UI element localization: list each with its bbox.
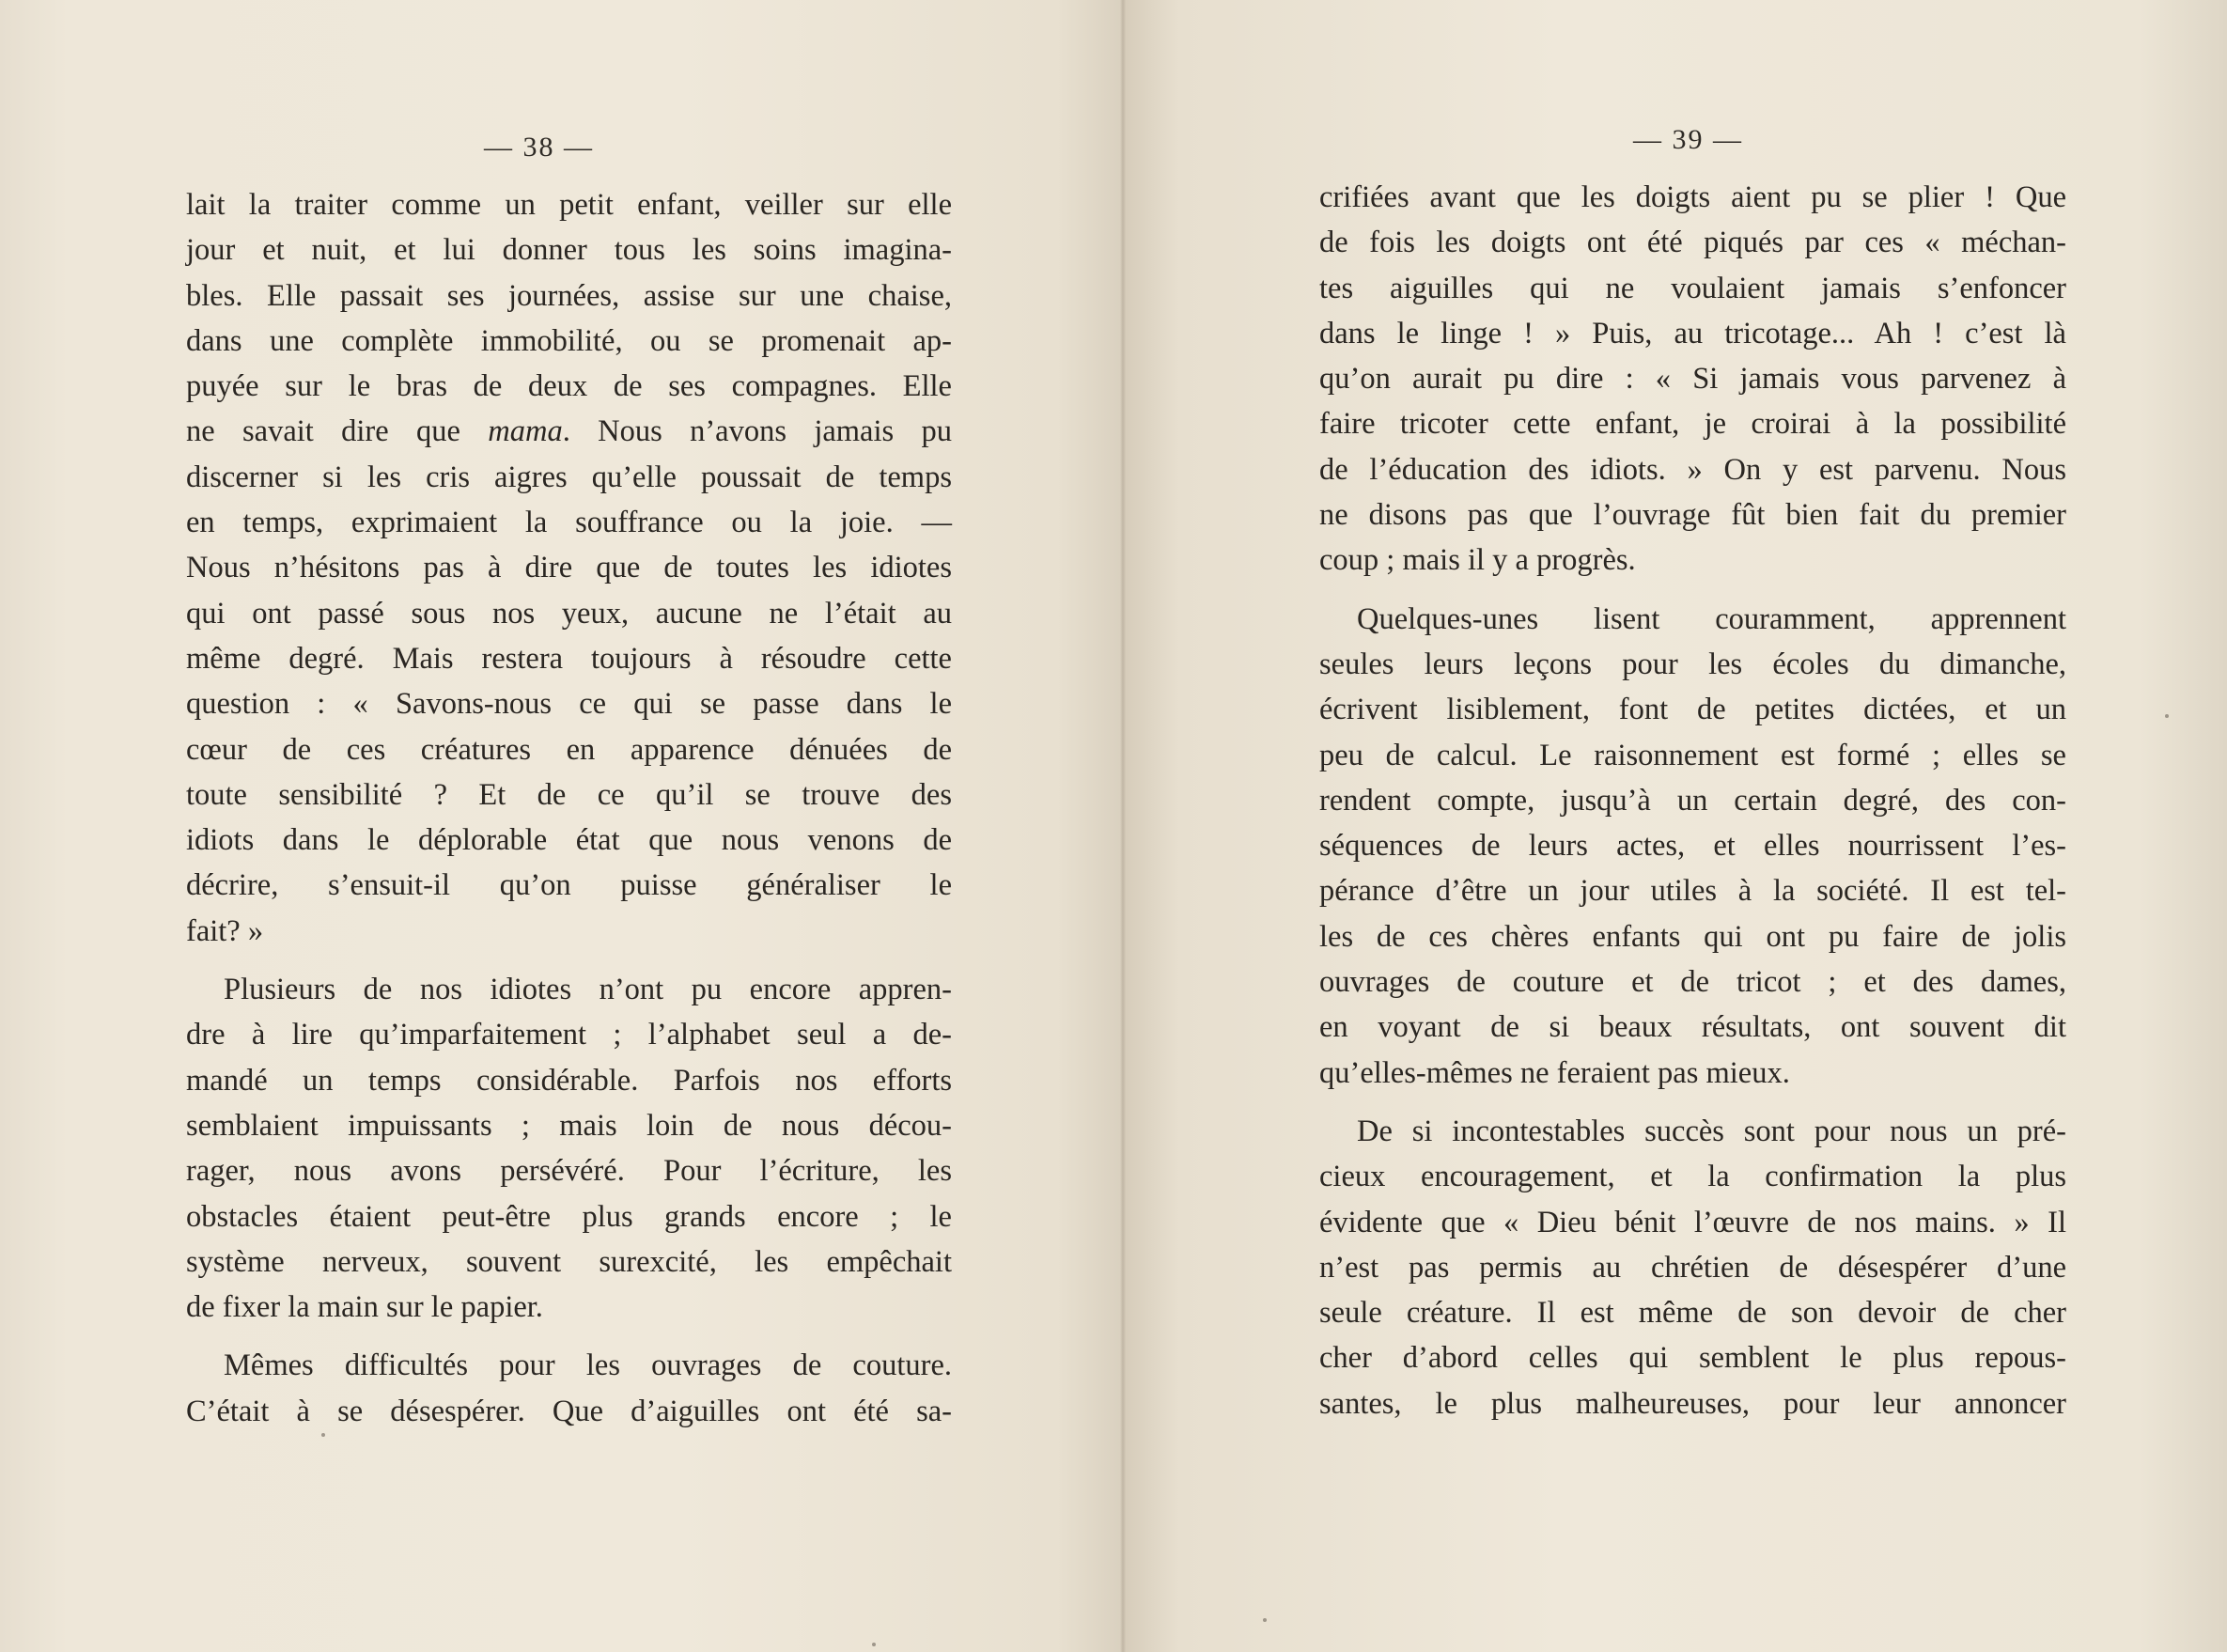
text-line: décrire, s’ensuit-il qu’on puisse généraliser le: [186, 868, 952, 903]
paper-speck: [1263, 1618, 1267, 1622]
text-line: qu’elles-mêmes ne feraient pas mieux.: [1319, 1055, 1790, 1090]
text-line: n’est pas permis au chrétien de désespérer d’une: [1319, 1250, 2066, 1285]
paragraph: [1319, 597, 2066, 1096]
text-line: écrivent lisiblement, font de petites dictées, et un: [1319, 693, 2066, 727]
text-line: Quelques-unes lisent couramment, apprennent: [1357, 601, 2066, 636]
text-line: obstacles étaient peut-être plus grands encore ; le: [186, 1199, 952, 1234]
text-line: qui ont passé sous nos yeux, aucune ne l’était au: [186, 596, 952, 631]
paragraph: [1319, 1109, 2066, 1426]
text-line: pérance d’être un jour utiles à la société. Il est tel-: [1319, 874, 2066, 909]
text-line: lait la traiter comme un petit enfant, veiller sur elle: [186, 188, 952, 222]
paragraph-gap: [1319, 1096, 2066, 1109]
text-line: Mêmes difficultés pour les ouvrages de couture.: [224, 1348, 952, 1383]
left-page-text: [186, 182, 952, 1434]
text-line: semblaient impuissants ; mais loin de nous décou-: [186, 1108, 952, 1143]
paragraph: [186, 967, 952, 1330]
text-line: qu’on aurait pu dire : « Si jamais vous parvenez à: [1319, 362, 2066, 397]
text-line: Plusieurs de nos idiotes n’ont pu encore appren-: [224, 973, 952, 1007]
text-line: faire tricoter cette enfant, je croirai à la possibilité: [1319, 407, 2066, 442]
right-page-text: [1319, 175, 2066, 1426]
text-line: ne savait dire que mama. Nous n’avons jamais pu: [186, 414, 952, 449]
text-line: tes aiguilles qui ne voulaient jamais s’enfoncer: [1319, 271, 2066, 305]
text-line: évidente que « Dieu bénit l’œuvre de nos mains. » Il: [1319, 1205, 2066, 1239]
right-page: [1124, 0, 2227, 1652]
text-line: rendent compte, jusqu’à un certain degré, des con-: [1319, 783, 2066, 818]
text-line: fait? »: [186, 913, 264, 948]
text-line: cher d’abord celles qui semblent le plus repous-: [1319, 1341, 2066, 1376]
text-line: dre à lire qu’imparfaitement ; l’alphabet seul a de-: [186, 1018, 952, 1052]
page-number-right: — 39 —: [1633, 124, 1743, 155]
text-line: de l’éducation des idiots. » On y est parvenu. Nous: [1319, 452, 2066, 487]
paper-speck: [872, 1643, 876, 1646]
text-line: même degré. Mais restera toujours à résoudre cette: [186, 641, 952, 676]
paragraph: [186, 182, 952, 954]
text-line: de fois les doigts ont été piqués par ces « méchan-: [1319, 226, 2066, 260]
text-line: séquences de leurs actes, et elles nourrissent l’es-: [1319, 829, 2066, 864]
text-line: idiots dans le déplorable état que nous venons de: [186, 823, 952, 858]
text-line: bles. Elle passait ses journées, assise sur une chaise,: [186, 278, 952, 313]
text-line: rager, nous avons persévéré. Pour l’écriture, les: [186, 1154, 952, 1189]
text-line: en voyant de si beaux résultats, ont souvent dit: [1319, 1010, 2066, 1045]
text-line: De si incontestables succès sont pour nous un pré-: [1357, 1114, 2066, 1148]
text-line: puyée sur le bras de deux de ses compagnes. Elle: [186, 369, 952, 404]
text-line: les de ces chères enfants qui ont pu faire de jolis: [1319, 919, 2066, 954]
page-number-left: — 38 —: [484, 132, 594, 163]
paragraph-gap: [186, 1330, 952, 1343]
text-line: santes, le plus malheureuses, pour leur annoncer: [1319, 1386, 2066, 1421]
text-line: cœur de ces créatures en apparence dénuées de: [186, 732, 952, 767]
text-line: discerner si les cris aigres qu’elle poussait de temps: [186, 460, 952, 494]
text-line: cieux encouragement, et la confirmation la plus: [1319, 1160, 2066, 1194]
paragraph-gap: [186, 954, 952, 967]
text-line: système nerveux, souvent surexcité, les empêchait: [186, 1244, 952, 1279]
book-gutter: [1120, 0, 1126, 1652]
italic-word: mama: [488, 414, 563, 449]
text-line: dans le linge ! » Puis, au tricotage... Ah ! c’est là: [1319, 316, 2066, 351]
text-line: de fixer la main sur le papier.: [186, 1290, 543, 1325]
text-line: jour et nuit, et lui donner tous les soins imagina-: [186, 233, 952, 268]
text-line: C’était à se désespérer. Que d’aiguilles ont été sa-: [186, 1394, 952, 1428]
text-line: en temps, exprimaient la souffrance ou la joie. —: [186, 506, 952, 540]
text-line: mandé un temps considérable. Parfois nos efforts: [186, 1063, 952, 1098]
text-line: peu de calcul. Le raisonnement est formé ; elles se: [1319, 738, 2066, 772]
text-line: coup ; mais il y a progrès.: [1319, 543, 1636, 578]
text-line: dans une complète immobilité, ou se promenait ap-: [186, 323, 952, 358]
paper-speck: [321, 1433, 325, 1437]
text-line: ouvrages de couture et de tricot ; et des dames,: [1319, 965, 2066, 1000]
paper-speck: [2165, 714, 2169, 718]
text-line: toute sensibilité ? Et de ce qu’il se trouve des: [186, 777, 952, 812]
text-line: seules leurs leçons pour les écoles du dimanche,: [1319, 647, 2066, 681]
text-line: Nous n’hésitons pas à dire que de toutes les idiotes: [186, 551, 952, 585]
text-line: question : « Savons-nous ce qui se passe dans le: [186, 687, 952, 722]
text-line: crifiées avant que les doigts aient pu se plier ! Que: [1319, 180, 2066, 214]
paragraph: [186, 1343, 952, 1434]
text-line: seule créature. Il est même de son devoir de cher: [1319, 1296, 2066, 1331]
text-line: ne disons pas que l’ouvrage fût bien fait du premier: [1319, 498, 2066, 533]
paragraph-gap: [1319, 584, 2066, 597]
paragraph: [1319, 175, 2066, 584]
